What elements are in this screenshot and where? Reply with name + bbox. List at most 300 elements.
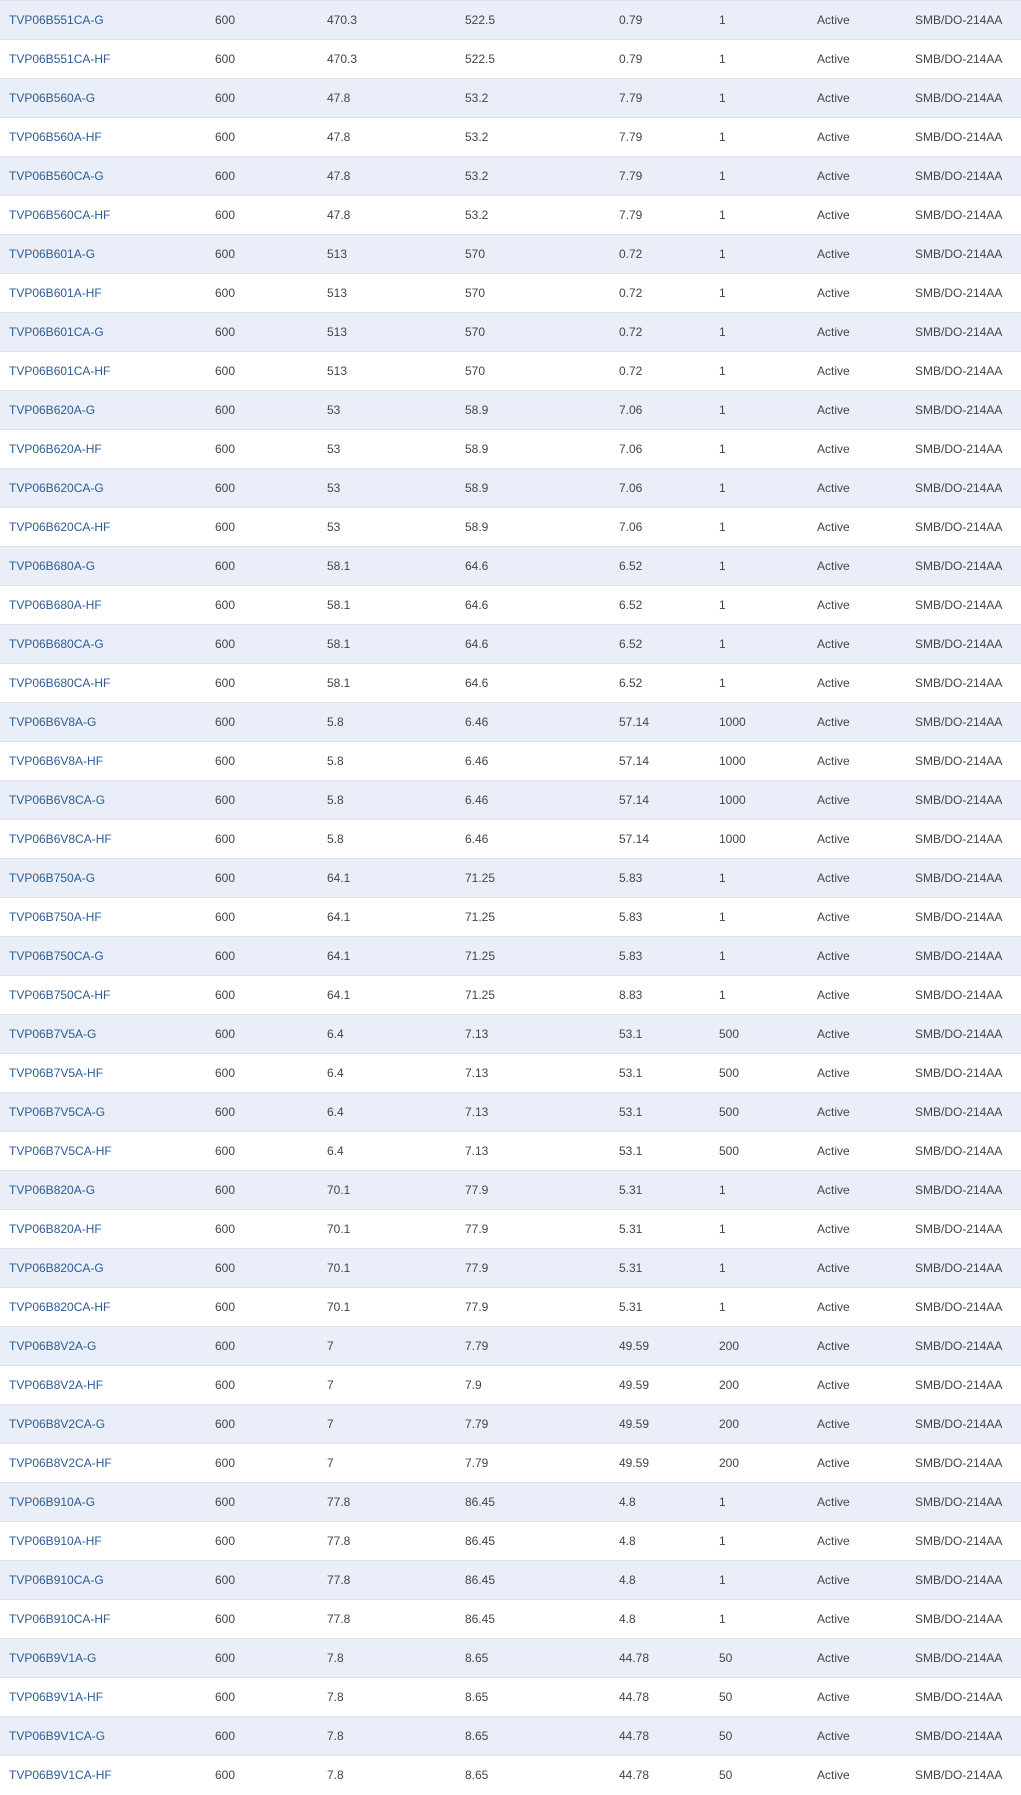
package-cell: SMB/DO-214AA — [915, 196, 1021, 235]
part-number-cell — [0, 1366, 215, 1405]
capacitance-cell: 0.79 — [619, 1, 719, 40]
part-number-cell — [0, 1093, 215, 1132]
vbr-max-cell: 77.9 — [465, 1171, 619, 1210]
table-row — [0, 1054, 1021, 1093]
status-cell: Active — [817, 1327, 915, 1366]
vbr-max-cell: 77.9 — [465, 1288, 619, 1327]
status-cell: Active — [817, 1600, 915, 1639]
status-cell: Active — [817, 430, 915, 469]
part-number-link[interactable]: TVP06B820A-HF — [9, 1222, 102, 1236]
status-cell: Active — [817, 1756, 915, 1795]
quantity-cell: 1 — [719, 391, 817, 430]
vbr-min-cell: 513 — [327, 235, 465, 274]
vbr-min-cell: 470.3 — [327, 1, 465, 40]
capacitance-cell: 5.31 — [619, 1210, 719, 1249]
vrwm-cell: 600 — [215, 1171, 327, 1210]
table-row — [0, 391, 1021, 430]
status-cell: Active — [817, 1561, 915, 1600]
status-cell: Active — [817, 742, 915, 781]
vrwm-cell: 600 — [215, 1483, 327, 1522]
vrwm-cell: 600 — [215, 196, 327, 235]
vbr-max-cell: 71.25 — [465, 859, 619, 898]
status-cell: Active — [817, 313, 915, 352]
package-cell: SMB/DO-214AA — [915, 1405, 1021, 1444]
quantity-cell: 1000 — [719, 742, 817, 781]
vbr-max-cell: 7.13 — [465, 1054, 619, 1093]
vrwm-cell: 600 — [215, 1444, 327, 1483]
vbr-max-cell: 522.5 — [465, 40, 619, 79]
status-cell: Active — [817, 1171, 915, 1210]
table-row — [0, 859, 1021, 898]
vrwm-cell: 600 — [215, 1561, 327, 1600]
part-number-link[interactable]: TVP06B910A-HF — [9, 1534, 102, 1548]
vrwm-cell: 600 — [215, 1405, 327, 1444]
capacitance-cell: 0.79 — [619, 40, 719, 79]
part-number-link[interactable]: TVP06B8V2CA-G — [9, 1417, 106, 1431]
capacitance-cell: 5.31 — [619, 1171, 719, 1210]
package-cell: SMB/DO-214AA — [915, 859, 1021, 898]
part-number-link[interactable]: TVP06B750A-HF — [9, 910, 102, 924]
vrwm-cell: 600 — [215, 664, 327, 703]
vrwm-cell: 600 — [215, 508, 327, 547]
vbr-min-cell: 7.8 — [327, 1678, 465, 1717]
package-cell: SMB/DO-214AA — [915, 352, 1021, 391]
package-cell: SMB/DO-214AA — [915, 235, 1021, 274]
package-cell: SMB/DO-214AA — [915, 1, 1021, 40]
status-cell: Active — [817, 820, 915, 859]
part-number-link[interactable]: TVP06B6V8A-HF — [9, 754, 104, 768]
part-number-link[interactable]: TVP06B6V8CA-HF — [9, 832, 112, 846]
vbr-max-cell: 64.6 — [465, 547, 619, 586]
quantity-cell: 1 — [719, 547, 817, 586]
vbr-max-cell: 7.9 — [465, 1366, 619, 1405]
capacitance-cell: 53.1 — [619, 1132, 719, 1171]
part-number-cell — [0, 859, 215, 898]
vbr-max-cell: 58.9 — [465, 430, 619, 469]
vbr-min-cell: 5.8 — [327, 781, 465, 820]
table-row — [0, 1171, 1021, 1210]
part-number-cell — [0, 586, 215, 625]
capacitance-cell: 49.59 — [619, 1444, 719, 1483]
package-cell: SMB/DO-214AA — [915, 313, 1021, 352]
status-cell: Active — [817, 1288, 915, 1327]
part-number-cell — [0, 118, 215, 157]
capacitance-cell: 0.72 — [619, 235, 719, 274]
capacitance-cell: 53.1 — [619, 1054, 719, 1093]
capacitance-cell: 44.78 — [619, 1639, 719, 1678]
vbr-min-cell: 7.8 — [327, 1756, 465, 1795]
quantity-cell: 1 — [719, 508, 817, 547]
vbr-min-cell: 7 — [327, 1327, 465, 1366]
vrwm-cell: 600 — [215, 274, 327, 313]
table-row — [0, 586, 1021, 625]
package-cell: SMB/DO-214AA — [915, 1678, 1021, 1717]
part-number-link[interactable]: TVP06B680CA-HF — [9, 676, 111, 690]
part-number-link[interactable]: TVP06B820CA-G — [9, 1261, 104, 1275]
status-cell: Active — [817, 625, 915, 664]
vrwm-cell: 600 — [215, 1717, 327, 1756]
status-cell: Active — [817, 1015, 915, 1054]
vrwm-cell: 600 — [215, 1288, 327, 1327]
vbr-min-cell: 70.1 — [327, 1171, 465, 1210]
quantity-cell: 1 — [719, 40, 817, 79]
package-cell: SMB/DO-214AA — [915, 430, 1021, 469]
vrwm-cell: 600 — [215, 1210, 327, 1249]
package-cell: SMB/DO-214AA — [915, 1483, 1021, 1522]
part-number-link[interactable]: TVP06B8V2A-HF — [9, 1378, 104, 1392]
status-cell: Active — [817, 1483, 915, 1522]
status-cell: Active — [817, 118, 915, 157]
package-cell: SMB/DO-214AA — [915, 820, 1021, 859]
table-row — [0, 1483, 1021, 1522]
part-number-link[interactable]: TVP06B620A-G — [9, 403, 96, 417]
vbr-min-cell: 6.4 — [327, 1015, 465, 1054]
part-number-link[interactable]: TVP06B910CA-HF — [9, 1612, 111, 1626]
quantity-cell: 1000 — [719, 703, 817, 742]
part-number-link[interactable]: TVP06B7V5A-HF — [9, 1066, 104, 1080]
vbr-min-cell: 513 — [327, 352, 465, 391]
status-cell: Active — [817, 157, 915, 196]
quantity-cell: 50 — [719, 1678, 817, 1717]
vbr-max-cell: 58.9 — [465, 469, 619, 508]
table-row — [0, 1717, 1021, 1756]
quantity-cell: 1 — [719, 586, 817, 625]
part-number-link[interactable]: TVP06B7V5CA-HF — [9, 1144, 112, 1158]
vbr-min-cell: 6.4 — [327, 1132, 465, 1171]
part-number-cell — [0, 1132, 215, 1171]
quantity-cell: 1 — [719, 664, 817, 703]
table-row — [0, 1756, 1021, 1795]
vrwm-cell: 600 — [215, 469, 327, 508]
part-number-cell — [0, 1639, 215, 1678]
vbr-max-cell: 64.6 — [465, 664, 619, 703]
part-number-cell — [0, 1171, 215, 1210]
vrwm-cell: 600 — [215, 1132, 327, 1171]
capacitance-cell: 4.8 — [619, 1483, 719, 1522]
table-row — [0, 1249, 1021, 1288]
quantity-cell: 1 — [719, 625, 817, 664]
part-number-link[interactable]: TVP06B9V1A-HF — [9, 1690, 104, 1704]
table-row — [0, 118, 1021, 157]
capacitance-cell: 57.14 — [619, 781, 719, 820]
capacitance-cell: 0.72 — [619, 313, 719, 352]
capacitance-cell: 6.52 — [619, 547, 719, 586]
capacitance-cell: 5.31 — [619, 1249, 719, 1288]
vrwm-cell: 600 — [215, 118, 327, 157]
package-cell: SMB/DO-214AA — [915, 118, 1021, 157]
package-cell: SMB/DO-214AA — [915, 274, 1021, 313]
vbr-min-cell: 47.8 — [327, 79, 465, 118]
vbr-min-cell: 58.1 — [327, 586, 465, 625]
package-cell: SMB/DO-214AA — [915, 1327, 1021, 1366]
package-cell: SMB/DO-214AA — [915, 1054, 1021, 1093]
part-number-cell — [0, 274, 215, 313]
capacitance-cell: 4.8 — [619, 1600, 719, 1639]
status-cell: Active — [817, 937, 915, 976]
vbr-max-cell: 53.2 — [465, 118, 619, 157]
vbr-max-cell: 64.6 — [465, 625, 619, 664]
package-cell: SMB/DO-214AA — [915, 391, 1021, 430]
part-number-cell — [0, 1288, 215, 1327]
part-number-cell — [0, 1405, 215, 1444]
part-number-cell — [0, 508, 215, 547]
capacitance-cell: 49.59 — [619, 1327, 719, 1366]
package-cell: SMB/DO-214AA — [915, 1132, 1021, 1171]
vbr-max-cell: 58.9 — [465, 391, 619, 430]
vrwm-cell: 600 — [215, 1366, 327, 1405]
table-row — [0, 157, 1021, 196]
part-number-link[interactable]: TVP06B9V1CA-G — [9, 1729, 106, 1743]
part-number-link[interactable]: TVP06B601A-HF — [9, 286, 102, 300]
table-row — [0, 547, 1021, 586]
part-number-link[interactable]: TVP06B8V2A-G — [9, 1339, 97, 1353]
table-row — [0, 1132, 1021, 1171]
part-number-cell — [0, 196, 215, 235]
status-cell: Active — [817, 1405, 915, 1444]
part-number-link[interactable]: TVP06B7V5CA-G — [9, 1105, 106, 1119]
package-cell: SMB/DO-214AA — [915, 508, 1021, 547]
capacitance-cell: 57.14 — [619, 742, 719, 781]
vrwm-cell: 600 — [215, 1054, 327, 1093]
vbr-max-cell: 86.45 — [465, 1600, 619, 1639]
quantity-cell: 1 — [719, 1288, 817, 1327]
status-cell: Active — [817, 1054, 915, 1093]
vbr-min-cell: 77.8 — [327, 1561, 465, 1600]
package-cell: SMB/DO-214AA — [915, 1288, 1021, 1327]
status-cell: Active — [817, 1678, 915, 1717]
part-number-link[interactable]: TVP06B620CA-G — [9, 481, 104, 495]
part-number-link[interactable]: TVP06B910A-G — [9, 1495, 96, 1509]
part-number-cell — [0, 313, 215, 352]
status-cell: Active — [817, 1210, 915, 1249]
capacitance-cell: 4.8 — [619, 1522, 719, 1561]
vbr-min-cell: 7 — [327, 1405, 465, 1444]
part-number-link[interactable]: TVP06B601CA-G — [9, 325, 104, 339]
status-cell: Active — [817, 703, 915, 742]
quantity-cell: 1 — [719, 352, 817, 391]
package-cell: SMB/DO-214AA — [915, 781, 1021, 820]
vbr-min-cell: 470.3 — [327, 40, 465, 79]
package-cell: SMB/DO-214AA — [915, 469, 1021, 508]
quantity-cell: 1 — [719, 313, 817, 352]
table-row — [0, 79, 1021, 118]
part-number-cell — [0, 742, 215, 781]
package-cell: SMB/DO-214AA — [915, 703, 1021, 742]
capacitance-cell: 53.1 — [619, 1093, 719, 1132]
part-number-link[interactable]: TVP06B560A-G — [9, 91, 96, 105]
capacitance-cell: 7.06 — [619, 469, 719, 508]
part-number-link[interactable]: TVP06B750CA-HF — [9, 988, 111, 1002]
part-number-link[interactable]: TVP06B8V2CA-HF — [9, 1456, 112, 1470]
part-number-cell — [0, 1522, 215, 1561]
part-number-link[interactable]: TVP06B680A-G — [9, 559, 96, 573]
vbr-min-cell: 70.1 — [327, 1288, 465, 1327]
package-cell: SMB/DO-214AA — [915, 664, 1021, 703]
status-cell: Active — [817, 469, 915, 508]
part-number-cell — [0, 664, 215, 703]
part-number-cell — [0, 1483, 215, 1522]
part-number-cell — [0, 547, 215, 586]
package-cell: SMB/DO-214AA — [915, 1444, 1021, 1483]
vbr-max-cell: 7.13 — [465, 1015, 619, 1054]
status-cell: Active — [817, 976, 915, 1015]
part-number-cell — [0, 703, 215, 742]
vrwm-cell: 600 — [215, 937, 327, 976]
package-cell: SMB/DO-214AA — [915, 40, 1021, 79]
part-number-link[interactable]: TVP06B9V1A-G — [9, 1651, 97, 1665]
part-number-link[interactable]: TVP06B750CA-G — [9, 949, 104, 963]
table-row — [0, 1405, 1021, 1444]
capacitance-cell: 7.79 — [619, 118, 719, 157]
quantity-cell: 50 — [719, 1639, 817, 1678]
capacitance-cell: 7.79 — [619, 79, 719, 118]
part-number-link[interactable]: TVP06B620A-HF — [9, 442, 102, 456]
part-number-cell — [0, 781, 215, 820]
package-cell: SMB/DO-214AA — [915, 898, 1021, 937]
package-cell: SMB/DO-214AA — [915, 79, 1021, 118]
quantity-cell: 1 — [719, 1561, 817, 1600]
part-number-link[interactable]: TVP06B551CA-G — [9, 13, 104, 27]
quantity-cell: 1 — [719, 274, 817, 313]
vrwm-cell: 600 — [215, 1, 327, 40]
quantity-cell: 1 — [719, 898, 817, 937]
quantity-cell: 1 — [719, 79, 817, 118]
part-number-link[interactable]: TVP06B601CA-HF — [9, 364, 111, 378]
vbr-min-cell: 64.1 — [327, 898, 465, 937]
vbr-min-cell: 70.1 — [327, 1210, 465, 1249]
table-row — [0, 1288, 1021, 1327]
vbr-max-cell: 53.2 — [465, 196, 619, 235]
vbr-max-cell: 8.65 — [465, 1639, 619, 1678]
capacitance-cell: 49.59 — [619, 1366, 719, 1405]
table-row — [0, 40, 1021, 79]
part-number-link[interactable]: TVP06B6V8CA-G — [9, 793, 106, 807]
part-number-link[interactable]: TVP06B551CA-HF — [9, 52, 111, 66]
capacitance-cell: 6.52 — [619, 625, 719, 664]
package-cell: SMB/DO-214AA — [915, 547, 1021, 586]
part-number-cell — [0, 1327, 215, 1366]
status-cell: Active — [817, 40, 915, 79]
part-number-cell — [0, 1249, 215, 1288]
status-cell: Active — [817, 1, 915, 40]
part-number-link[interactable]: TVP06B560CA-HF — [9, 208, 111, 222]
capacitance-cell: 6.52 — [619, 664, 719, 703]
vrwm-cell: 600 — [215, 157, 327, 196]
part-number-link[interactable]: TVP06B620CA-HF — [9, 520, 111, 534]
status-cell: Active — [817, 1249, 915, 1288]
vrwm-cell: 600 — [215, 1093, 327, 1132]
quantity-cell: 1 — [719, 1249, 817, 1288]
vbr-max-cell: 64.6 — [465, 586, 619, 625]
status-cell: Active — [817, 781, 915, 820]
part-number-link[interactable]: TVP06B680A-HF — [9, 598, 102, 612]
quantity-cell: 1000 — [719, 820, 817, 859]
table-row — [0, 664, 1021, 703]
vbr-min-cell: 53 — [327, 391, 465, 430]
vbr-min-cell: 6.4 — [327, 1093, 465, 1132]
vbr-max-cell: 8.65 — [465, 1756, 619, 1795]
table-row — [0, 1444, 1021, 1483]
part-number-link[interactable]: TVP06B820A-G — [9, 1183, 96, 1197]
capacitance-cell: 5.83 — [619, 859, 719, 898]
capacitance-cell: 4.8 — [619, 1561, 719, 1600]
vbr-min-cell: 58.1 — [327, 664, 465, 703]
table-row — [0, 1210, 1021, 1249]
part-number-link[interactable]: TVP06B820CA-HF — [9, 1300, 111, 1314]
vrwm-cell: 600 — [215, 625, 327, 664]
vrwm-cell: 600 — [215, 79, 327, 118]
vbr-min-cell: 58.1 — [327, 547, 465, 586]
capacitance-cell: 5.31 — [619, 1288, 719, 1327]
vbr-max-cell: 6.46 — [465, 820, 619, 859]
vbr-max-cell: 7.13 — [465, 1132, 619, 1171]
vrwm-cell: 600 — [215, 547, 327, 586]
table-row — [0, 196, 1021, 235]
table-row — [0, 781, 1021, 820]
package-cell: SMB/DO-214AA — [915, 1210, 1021, 1249]
quantity-cell: 500 — [719, 1015, 817, 1054]
part-number-link[interactable]: TVP06B560CA-G — [9, 169, 104, 183]
part-number-cell — [0, 1015, 215, 1054]
capacitance-cell: 57.14 — [619, 820, 719, 859]
part-number-link[interactable]: TVP06B680CA-G — [9, 637, 104, 651]
vrwm-cell: 600 — [215, 352, 327, 391]
part-number-link[interactable]: TVP06B9V1CA-HF — [9, 1768, 112, 1783]
capacitance-cell: 44.78 — [619, 1756, 719, 1795]
quantity-cell: 200 — [719, 1405, 817, 1444]
part-number-cell — [0, 1561, 215, 1600]
package-cell: SMB/DO-214AA — [915, 1249, 1021, 1288]
vrwm-cell: 600 — [215, 820, 327, 859]
part-number-link[interactable]: TVP06B750A-G — [9, 871, 96, 885]
package-cell: SMB/DO-214AA — [915, 742, 1021, 781]
vbr-min-cell: 5.8 — [327, 742, 465, 781]
capacitance-cell: 49.59 — [619, 1405, 719, 1444]
part-number-link[interactable]: TVP06B601A-G — [9, 247, 96, 261]
vrwm-cell: 600 — [215, 1249, 327, 1288]
vbr-min-cell: 47.8 — [327, 118, 465, 157]
vbr-max-cell: 570 — [465, 235, 619, 274]
vbr-max-cell: 58.9 — [465, 508, 619, 547]
table-row — [0, 937, 1021, 976]
vbr-max-cell: 8.65 — [465, 1717, 619, 1756]
part-number-link[interactable]: TVP06B6V8A-G — [9, 715, 97, 729]
capacitance-cell: 8.83 — [619, 976, 719, 1015]
capacitance-cell: 7.06 — [619, 430, 719, 469]
vbr-max-cell: 6.46 — [465, 703, 619, 742]
vbr-max-cell: 570 — [465, 313, 619, 352]
quantity-cell: 1 — [719, 157, 817, 196]
table-row — [0, 1678, 1021, 1717]
capacitance-cell: 53.1 — [619, 1015, 719, 1054]
part-number-link[interactable]: TVP06B910CA-G — [9, 1573, 104, 1587]
status-cell: Active — [817, 1366, 915, 1405]
table-row — [0, 469, 1021, 508]
part-number-link[interactable]: TVP06B560A-HF — [9, 130, 102, 144]
vbr-min-cell: 7.8 — [327, 1717, 465, 1756]
quantity-cell: 1 — [719, 859, 817, 898]
package-cell: SMB/DO-214AA — [915, 1522, 1021, 1561]
vrwm-cell: 600 — [215, 313, 327, 352]
part-number-cell — [0, 79, 215, 118]
status-cell: Active — [817, 1717, 915, 1756]
vbr-min-cell: 513 — [327, 274, 465, 313]
part-number-cell — [0, 430, 215, 469]
package-cell: SMB/DO-214AA — [915, 937, 1021, 976]
part-number-link[interactable]: TVP06B7V5A-G — [9, 1027, 97, 1041]
vbr-max-cell: 6.46 — [465, 742, 619, 781]
part-number-cell — [0, 1444, 215, 1483]
